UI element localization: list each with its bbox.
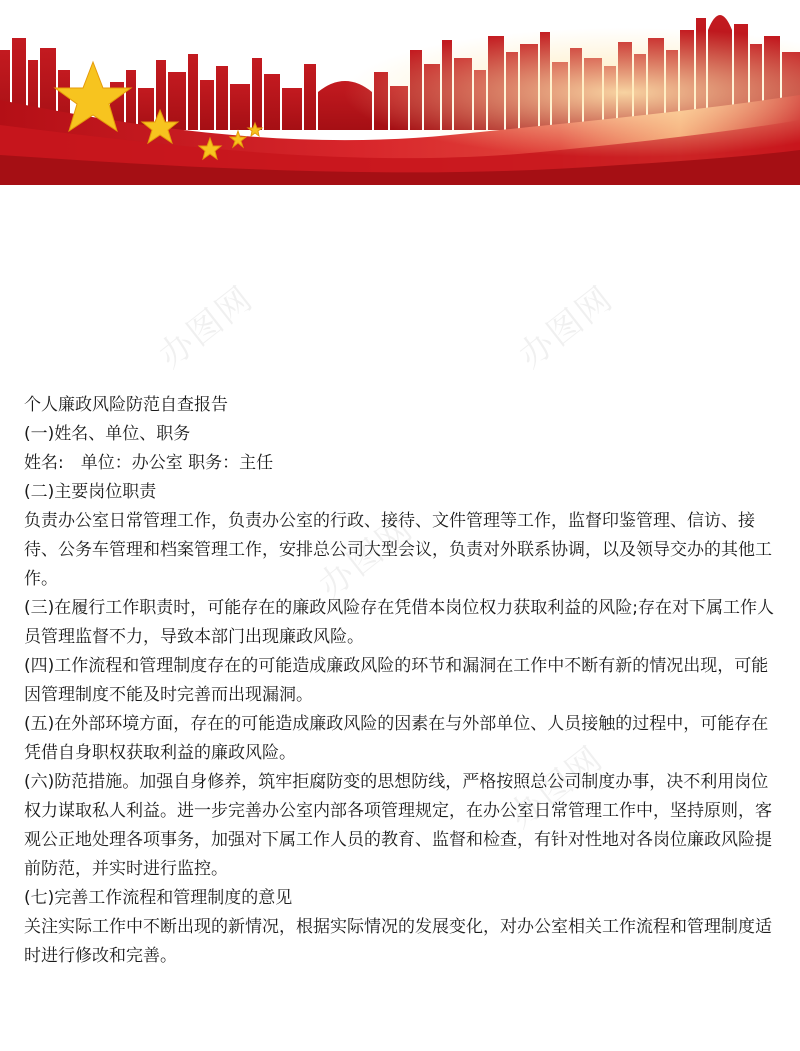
section-heading: (一)姓名、单位、职务: [24, 424, 191, 444]
report-content: [24, 391, 784, 971]
paragraph: (三)在履行工作职责时，可能存在的廉政风险存在凭借本岗位权力获取利益的风险;存在对下属工作人员管理监督不力，导致本部门出现廉政风险。: [24, 598, 774, 647]
watermark: 办图网: [511, 278, 622, 377]
watermark: 办图网: [311, 508, 422, 607]
paragraph: (五)在外部环境方面，存在的可能造成廉政风险的因素在与外部单位、人员接触的过程中，可能存在凭借自身职权获取利益的廉政风险。: [24, 714, 769, 763]
paragraph: (四)工作流程和管理制度存在的可能造成廉政风险的环节和漏洞在工作中不断有新的情况出现，可能因管理制度不能及时完善而出现漏洞。: [24, 656, 769, 705]
paragraph: (六)防范措施。加强自身修养，筑牢拒腐防变的思想防线，严格按照总公司制度办事，决不利用岗位权力谋取私人利益。进一步完善办公室内部各项管理规定，在办公室日常管理工作中，坚持原则，客观公正地处理各项事务，加强对下属工作人员的教育、监督和检查，有针对性地对各岗位廉政风险提前防范，并实时进行监控。: [24, 772, 772, 879]
watermark: 办图网: [151, 278, 262, 377]
paragraph: 关注实际工作中不断出现的新情况，根据实际情况的发展变化，对办公室相关工作流程和管理制度适时进行修改和完善。: [24, 917, 772, 966]
watermark: 办图网: [501, 738, 612, 837]
section-heading: (二)主要岗位职责: [24, 482, 157, 502]
header-banner: [0, 0, 800, 185]
banner-graphic: [0, 0, 800, 185]
personal-info-line: 姓名: 单位：办公室 职务：主任: [24, 453, 274, 473]
report-title: 个人廉政风险防范自查报告: [24, 395, 228, 415]
paragraph: 负责办公室日常管理工作，负责办公室的行政、接待、文件管理等工作，监督印鉴管理、信访、接待、公务车管理和档案管理工作，安排总公司大型会议，负责对外联系协调，以及领导交办的其他工作。: [24, 511, 772, 589]
section-heading: (七)完善工作流程和管理制度的意见: [24, 888, 293, 908]
